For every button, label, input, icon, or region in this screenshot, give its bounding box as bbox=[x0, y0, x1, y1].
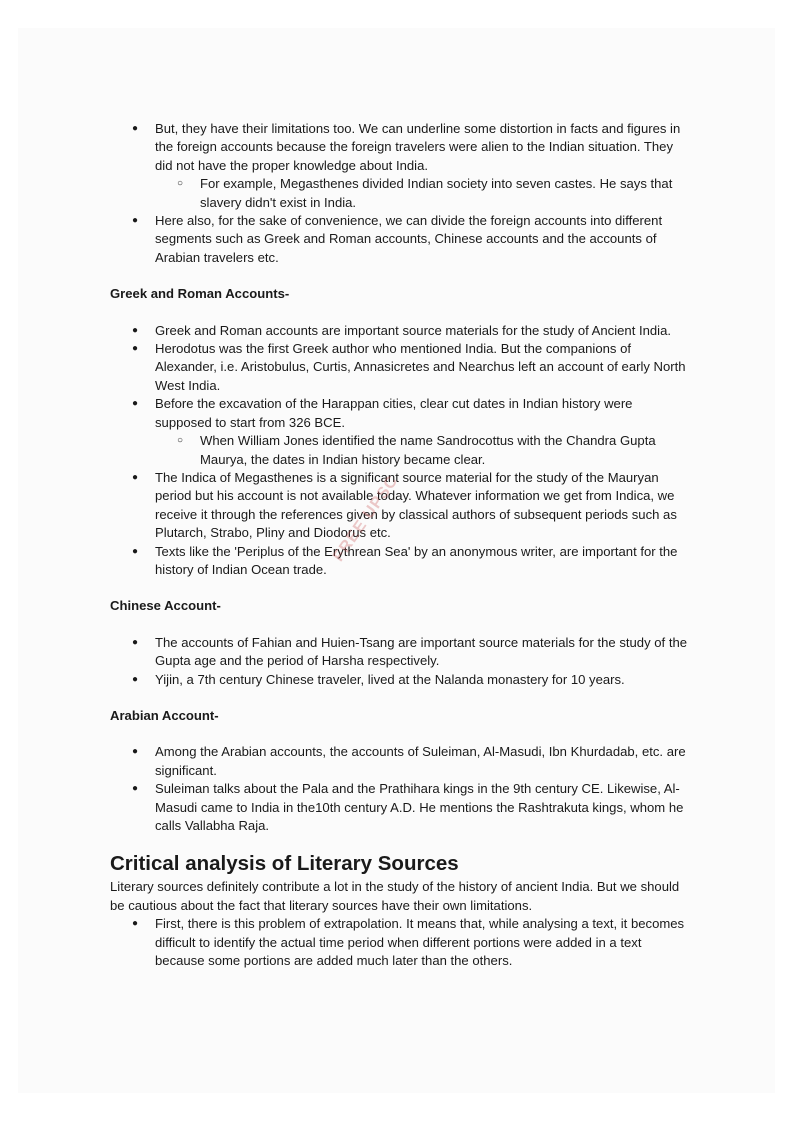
section-heading-greek-roman: Greek and Roman Accounts- bbox=[110, 286, 290, 302]
list-item: ● Among the Arabian accounts, the accounts of Suleiman, Al-Masudi, Ibn Khurdadab, etc. are significant. bbox=[110, 743, 690, 780]
sub-bullet-list bbox=[155, 175, 690, 212]
section-heading-chinese: Chinese Account- bbox=[110, 598, 221, 614]
list-item: ● Suleiman talks about the Pala and the Prathihara kings in the 9th century CE. Likewise, Al-Masudi came to India in the10th century A.D. He mentions the Rashtrakuta kings, whom he calls Vallabha Raja. bbox=[110, 780, 690, 835]
list-item: ● The accounts of Fahian and Huien-Tsang are important source materials for the study of the Gupta age and the period of Harsha respectively. bbox=[110, 634, 690, 671]
list-item: ● Here also, for the sake of convenience, we can divide the foreign accounts into different segments such as Greek and Roman accounts, Chinese accounts and the accounts of Arabian travelers etc. bbox=[110, 212, 690, 267]
section-title-critical-analysis: Critical analysis of Literary Sources bbox=[110, 852, 459, 876]
arabian-bullet-list bbox=[110, 743, 690, 835]
list-item-text: Before the excavation of the Harappan cities, clear cut dates in Indian history were supposed to start from 326 BCE. bbox=[155, 396, 633, 430]
list-item: ● Herodotus was the first Greek author who mentioned India. But the companions of Alexander, i.e. Aristobulus, Curtis, Annasicretes and Nearchus left an account of early North West India. bbox=[110, 340, 690, 395]
chinese-bullet-list bbox=[110, 634, 690, 689]
greek-roman-bullet-list bbox=[110, 322, 690, 580]
critical-bullet-list bbox=[110, 915, 690, 970]
list-item: ● The Indica of Megasthenes is a significant source material for the study of the Mauryan period but his account is not available today. Whatever information we get from Indica, we receive it through the references given by classical authors of subsequent periods such as Plutarch, Strabo, Pliny and Diodorus etc. bbox=[110, 469, 690, 543]
list-item bbox=[110, 120, 690, 212]
sub-list-item: ○ For example, Megasthenes divided Indian society into seven castes. He says that slavery didn't exist in India. bbox=[155, 175, 690, 212]
section-heading-arabian: Arabian Account- bbox=[110, 707, 219, 723]
list-item bbox=[110, 395, 690, 469]
list-item: ● Yijin, a 7th century Chinese traveler, lived at the Nalanda monastery for 10 years. bbox=[110, 671, 690, 689]
sub-bullet-list bbox=[155, 432, 690, 469]
list-item: ● Greek and Roman accounts are important source materials for the study of Ancient India. bbox=[110, 322, 690, 340]
watermark-text: FREE UPSC bbox=[330, 472, 402, 565]
sub-list-item: ○ When William Jones identified the name Sandrocottus with the Chandra Gupta Maurya, the dates in Indian history became clear. bbox=[155, 432, 690, 469]
list-item-text: But, they have their limitations too. We can underline some distortion in facts and figures in the foreign accounts because the foreign travelers were alien to the Indian situation. They did not have the proper knowledge about India. bbox=[155, 121, 681, 173]
critical-intro-paragraph: Literary sources definitely contribute a lot in the study of the history of ancient India. But we should be cautious about the fact that literary sources have their own limitations. bbox=[110, 879, 680, 913]
list-item: ● Texts like the 'Periplus of the Erythrean Sea' by an anonymous writer, are important for the history of Indian Ocean trade. bbox=[110, 543, 690, 580]
intro-bullet-list bbox=[110, 120, 690, 267]
list-item: ● First, there is this problem of extrapolation. It means that, while analysing a text, it becomes difficult to identify the actual time period when different portions were added in a text because some portions are added much later than the others. bbox=[110, 915, 690, 970]
document-content bbox=[110, 120, 690, 970]
